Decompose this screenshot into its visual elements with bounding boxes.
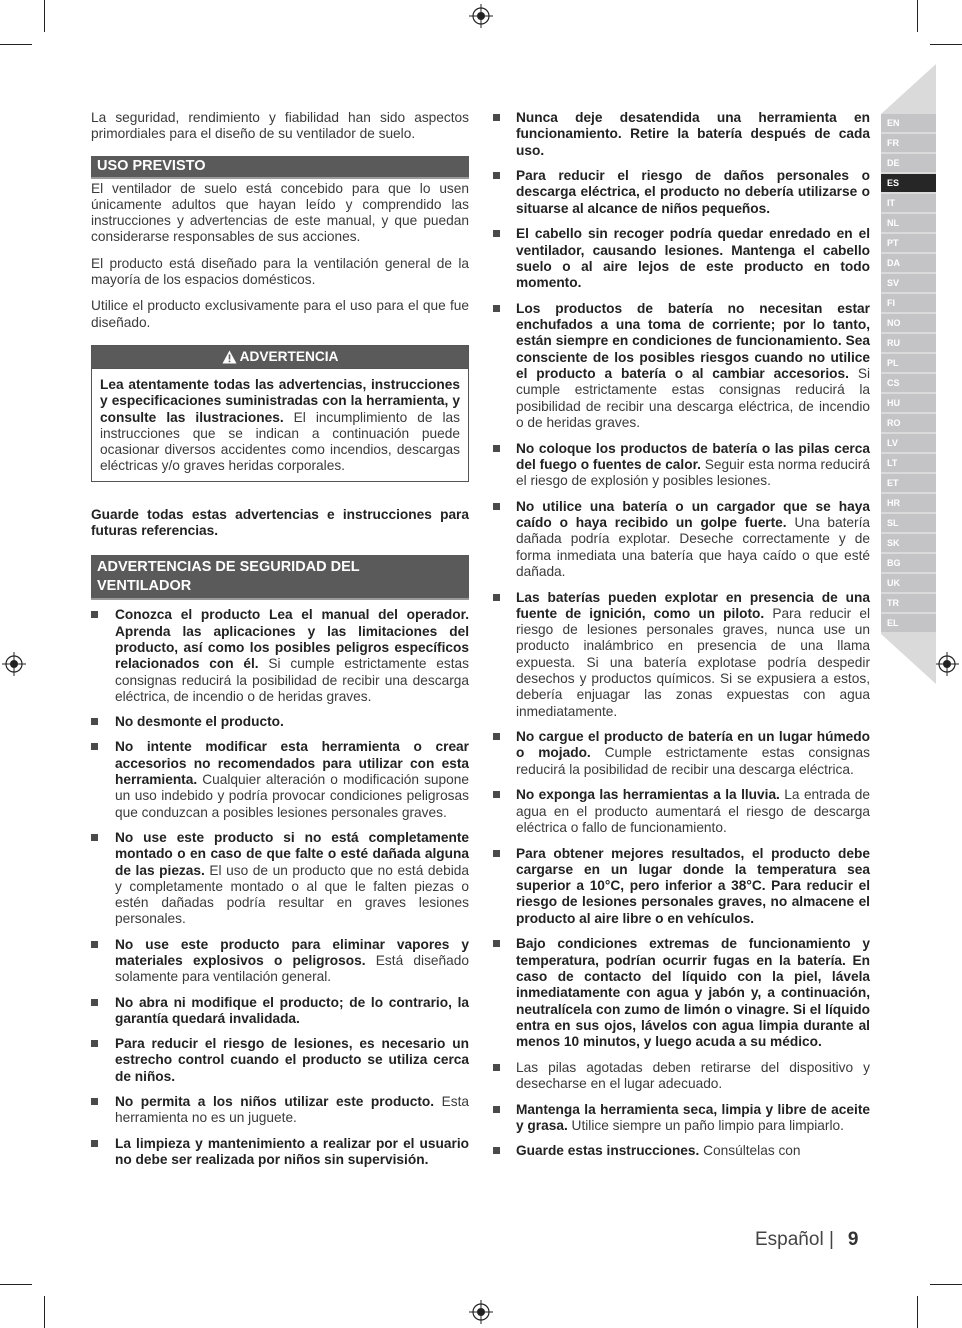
square-bullet-icon [91, 941, 98, 948]
square-bullet-icon [91, 1040, 98, 1047]
crop-mark [917, 0, 918, 32]
keep-instructions [91, 507, 469, 540]
square-bullet-icon [493, 1064, 500, 1071]
square-bullet-icon [493, 230, 500, 237]
crop-mark [44, 0, 45, 32]
language-tab-et: ET [881, 474, 936, 492]
square-bullet-icon [493, 172, 500, 179]
language-tab-en: EN [881, 114, 936, 132]
square-bullet-icon [493, 305, 500, 312]
bullet-item [493, 846, 870, 927]
warning-title: ADVERTENCIA [239, 348, 339, 364]
paragraph: El ventilador de suelo está concebido para que lo usen únicamente adultos que hayan leído y comprendido las instrucciones y advertencias de este manual, y que puedan considerarse responsables de sus acciones. [91, 180, 469, 245]
warning-bold-text: Lea atentamente todas las advertencias, instrucciones y especificaciones suministradas con la herramienta, y consulte las ilustraciones. [100, 376, 460, 425]
square-bullet-icon [91, 1098, 98, 1105]
bullet-text: Utilice siempre un paño limpio para limpiarlo. [567, 1117, 844, 1133]
page-footer [755, 1229, 858, 1251]
language-tabs [881, 114, 936, 634]
square-bullet-icon [493, 445, 500, 452]
bullet-text: Seguir esta norma reducirá el riesgo de explosión y posibles lesiones. [516, 456, 870, 489]
language-tab-lv: LV [881, 434, 936, 452]
square-bullet-icon [91, 999, 98, 1006]
registration-mark-icon [469, 1300, 493, 1324]
crop-mark [0, 1284, 32, 1285]
bullet-bold-text: No exponga las herramientas a la lluvia. [516, 787, 780, 803]
language-tab-de: DE [881, 154, 936, 172]
bullet-item [493, 226, 870, 291]
square-bullet-icon [91, 743, 98, 750]
right-column [493, 110, 870, 1169]
bullet-text: Si cumple estrictamente estas consignas reducirá la posibilidad de recibir una descarga eléctrica, de incendio o de heridas graves. [115, 656, 469, 704]
bullet-text: Cumple estrictamente estas consignas reducirá la posibilidad de recibir una descarga eléctrica. [516, 745, 870, 777]
bullet-item [493, 441, 870, 490]
bullet-bold-text: Conozca el producto Lea el manual del operador. Aprenda las aplicaciones y las limitaciones del producto, así como los posibles peligros específicos relacionados con él. [115, 607, 469, 672]
bullet-bold-text: Bajo condiciones extremas de funcionamiento y temperatura, podrían ocurrir fugas en la batería. En caso de contacto del líquido con la piel, lávela inmediatamente con agua y jabón y, a continuación, neutralícela con zumo de limón o vinagre. Si el líquido entra en sus ojos, lávelos con agua limpia durante al menos 10 minutos, y luego acuda a su médico. [516, 936, 870, 1050]
square-bullet-icon [91, 718, 98, 725]
warning-header [92, 346, 468, 369]
bullet-item [493, 787, 870, 836]
bullet-bold-text: El cabello sin recoger podría quedar enredado en el ventilador, causando lesiones. Mantenga el cabello suelo o al aire lejos de este producto en todo momento. [516, 226, 870, 291]
bullet-bold-text: No desmonte el producto. [115, 714, 284, 730]
language-tab-uk: UK [881, 574, 936, 592]
bullet-text: Si cumple estrictamente estas consignas reducirá la posibilidad de recibir una descarga eléctrica, de incendio o de heridas graves. [516, 366, 870, 430]
bullet-text: Una batería dañada podría explotar. Deseche correctamente y de forma inmediata una batería que haya caído o que esté dañada. [516, 515, 870, 579]
bullet-text: Cualquier alteración o modificación supone un uso indebido y podría provocar condiciones peligrosas que conduzcan a posibles lesiones personales graves. [115, 772, 469, 820]
language-tab-tr: TR [881, 594, 936, 612]
language-tab-fr: FR [881, 134, 936, 152]
language-tab-da: DA [881, 254, 936, 272]
bullet-bold-text: No utilice una batería o un cargador que se haya caído o haya recibido un golpe fuerte. [516, 498, 870, 531]
language-tab-hr: HR [881, 494, 936, 512]
paragraph: Utilice el producto exclusivamente para el uso para el que fue diseñado. [91, 298, 469, 330]
bullet-item [493, 499, 870, 580]
language-tab-es: ES [881, 174, 936, 192]
intro-text: La seguridad, rendimiento y fiabilidad han sido aspectos primordiales para el diseño de su ventilador de suelo. [91, 110, 469, 142]
bullet-item [493, 1060, 870, 1093]
square-bullet-icon [493, 850, 500, 857]
bullet-item [91, 1136, 469, 1169]
warning-body [92, 369, 468, 481]
right-bullet-list [493, 110, 870, 1160]
safety-title-line-2: VENTILADOR [97, 578, 192, 595]
bullet-bold-text: No permita a los niños utilizar este producto. [115, 1094, 435, 1110]
keep-instructions-text: Guarde todas estas advertencias e instrucciones para futuras referencias. [91, 506, 469, 539]
language-tab-el: EL [881, 614, 936, 632]
bullet-item [493, 936, 870, 1050]
bullet-item [493, 590, 870, 720]
left-bullet-list [91, 607, 469, 1168]
bullet-bold-text: No coloque los productos de batería o las pilas cerca del fuego o fuentes de calor. [516, 440, 870, 472]
warning-triangle-icon [222, 350, 237, 364]
section-heading-safety [91, 555, 469, 600]
square-bullet-icon [91, 611, 98, 618]
language-tab-bg: BG [881, 554, 936, 572]
language-tab-pl: PL [881, 354, 936, 372]
crop-mark [917, 1296, 918, 1328]
bullet-item [493, 110, 870, 159]
language-tab-no: NO [881, 314, 936, 332]
bullet-text: Está diseñado solamente para ventilación general. [115, 952, 469, 985]
bullet-bold-text: Para obtener mejores resultados, el producto debe cargarse en un lugar donde la temperatura sea superior a 10°C, pero inferior a 38°C. Para reducir el riesgo de lesiones personales graves, no almacene el producto al aire libre o en vehículos. [516, 845, 870, 926]
language-tab-nl: NL [881, 214, 936, 232]
left-column [91, 110, 469, 1177]
bullet-item [91, 830, 469, 928]
crop-mark [930, 44, 962, 45]
square-bullet-icon [91, 834, 98, 841]
bullet-item [493, 729, 870, 778]
warning-text: El incumplimiento de las instrucciones que se indican a continuación puede ocasionar diversos accidentes como incendios, descargas eléctricas y/o graves heridas corporales. [100, 409, 460, 474]
bullet-item [493, 168, 870, 217]
section-heading-uso-previsto: USO PREVISTO [91, 156, 469, 179]
language-tab-sk: SK [881, 534, 936, 552]
bullet-bold-text: Para reducir el riesgo de lesiones, es necesario un estrecho control cuando el producto se utiliza cerca de niños. [115, 1036, 469, 1084]
warning-box [91, 345, 469, 482]
crop-mark [44, 1296, 45, 1328]
square-bullet-icon [91, 1140, 98, 1147]
page-number: 9 [847, 1229, 859, 1250]
square-bullet-icon [493, 1147, 500, 1154]
bullet-item [91, 714, 469, 730]
bullet-item [91, 1094, 469, 1127]
bullet-bold-text: Los productos de batería no necesitan estar enchufados a una toma de corriente; por lo tanto, están siempre en condiciones de funcionamiento. Sea consciente de los posibles riesgos cuando no utilice el producto a batería o al cambiar accesorios. [516, 300, 870, 382]
bullet-item [91, 995, 469, 1028]
bullet-item [91, 937, 469, 986]
square-bullet-icon [493, 733, 500, 740]
bullet-bold-text: No abra ni modifique el producto; de lo contrario, la garantía quedará invalidada. [115, 994, 469, 1026]
bullet-text: El uso de un producto que no está debida y completamente montado o al que le falten piezas o estén dañadas podría resultar en graves lesiones personales. [115, 862, 469, 927]
bullet-item [493, 301, 870, 431]
language-tab-ro: RO [881, 414, 936, 432]
language-tab-lt: LT [881, 454, 936, 472]
bullet-item [91, 607, 469, 705]
bullet-text: Esta herramienta no es un juguete. [115, 1094, 469, 1126]
bullet-bold-text: Guarde estas instrucciones. [516, 1143, 700, 1159]
safety-title-line-1: ADVERTENCIAS DE SEGURIDAD DEL [97, 559, 360, 576]
language-tab-hu: HU [881, 394, 936, 412]
registration-mark-icon [469, 4, 493, 28]
square-bullet-icon [493, 940, 500, 947]
registration-mark-icon [2, 652, 26, 676]
registration-mark-icon [935, 652, 959, 676]
language-tab-sv: SV [881, 274, 936, 292]
footer-language-label: Español | [755, 1229, 834, 1250]
bullet-bold-text: Las baterías pueden explotar en presencia de una fuente de ignición, como un piloto. [516, 589, 870, 621]
language-tab-it: IT [881, 194, 936, 212]
bullet-text: Consúltelas con [699, 1143, 801, 1159]
square-bullet-icon [493, 503, 500, 510]
crop-mark [0, 44, 32, 45]
bullet-bold-text: No use este producto si no está completamente montado o en caso de que falte o esté dañada alguna de las piezas. [115, 829, 469, 878]
bullet-item [91, 1036, 469, 1085]
bullet-item [493, 1102, 870, 1135]
bullet-item [91, 739, 469, 820]
bullet-bold-text: No cargue el producto de batería en un lugar húmedo o mojado. [516, 729, 870, 761]
language-tab-cs: CS [881, 374, 936, 392]
bullet-text: Las pilas agotadas deben retirarse del dispositivo y desecharse en el lugar adecuado. [516, 1059, 870, 1091]
square-bullet-icon [493, 114, 500, 121]
bullet-bold-text: Para reducir el riesgo de daños personales o descarga eléctrica, el producto no debería utilizarse o situarse al alcance de niños pequeños. [516, 168, 870, 216]
bullet-item [493, 1143, 870, 1159]
bullet-bold-text: Nunca deje desatendida una herramienta en funcionamiento. Retire la batería después de cada uso. [516, 110, 870, 158]
bullet-bold-text: No use este producto para eliminar vapores y materiales explosivos o peligrosos. [115, 936, 469, 968]
square-bullet-icon [493, 594, 500, 601]
language-tab-pt: PT [881, 234, 936, 252]
bullet-bold-text: Mantenga la herramienta seca, limpia y libre de aceite y grasa. [516, 1101, 870, 1133]
crop-mark [930, 1284, 962, 1285]
bullet-text: La entrada de agua en el producto aumentará el riesgo de descarga eléctrica o fallo de funcionamiento. [516, 787, 871, 835]
paragraph: El producto está diseñado para la ventilación general de la mayoría de los espacios domésticos. [91, 255, 469, 288]
language-tab-sl: SL [881, 514, 936, 532]
square-bullet-icon [493, 1106, 500, 1113]
square-bullet-icon [493, 791, 500, 798]
bullet-text: Para reducir el riesgo de lesiones personales graves, nunca use un producto inalámbrico en presencia de una llama expuesta. Si una batería explotase podría despedir desechos y productos químicos. Si se expusiera a estos, debería enjuagar las zonas expuestas con agua inmediatamente. [516, 605, 871, 719]
bullet-bold-text: La limpieza y mantenimiento a realizar por el usuario no debe ser realizada por niños sin supervisión. [115, 1135, 469, 1167]
language-tab-fi: FI [881, 294, 936, 312]
bullet-bold-text: No intente modificar esta herramienta o crear accesorios no recomendados para utilizar con esta herramienta. [115, 739, 469, 788]
language-tab-ru: RU [881, 334, 936, 352]
